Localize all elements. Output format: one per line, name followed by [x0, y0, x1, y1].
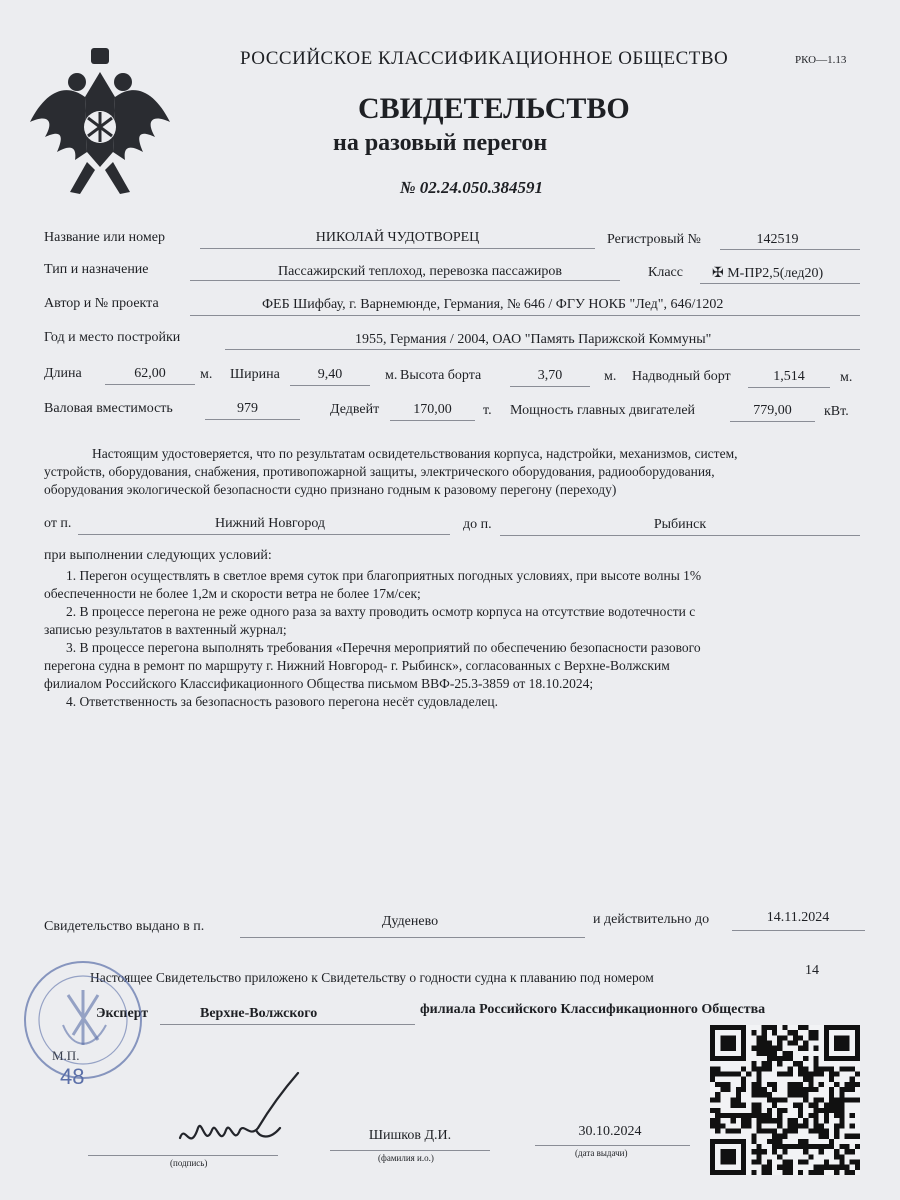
to-label: до п.	[463, 517, 492, 532]
type-label: Тип и назначение	[44, 262, 149, 277]
gross-value: 979	[237, 401, 258, 416]
attached-number: 14	[805, 963, 819, 978]
year-label: Год и место постройки	[44, 330, 181, 345]
attached-text: Настоящее Свидетельство приложено к Свидетельству о годности судна к плаванию под номером	[90, 970, 654, 985]
signature-icon	[160, 1068, 310, 1158]
name-caption: (фамилия и.о.)	[378, 1153, 434, 1163]
condition-4: 4. Ответственность за безопасность разового перегона несёт судовладелец.	[66, 694, 498, 709]
condition-3c: филиалом Российского Классификационного Общества письмом ВВФ-25.3-3859 от 18.10.2024;	[44, 676, 594, 691]
length-label: Длина	[44, 366, 82, 381]
height-value: 3,70	[537, 368, 563, 383]
qr-code-icon	[710, 1025, 860, 1175]
ship-type: Пассажирский теплоход, перевозка пассажиров	[277, 264, 562, 279]
doc-title: СВИДЕТЕЛЬСТВО	[358, 92, 630, 125]
deadweight-unit: т.	[483, 403, 492, 418]
class-label: Класс	[648, 265, 683, 280]
stamp-number: 48	[60, 1064, 85, 1089]
from-port: Нижний Новгород	[214, 516, 326, 531]
condition-1b: обеспеченности не более 1,2м и скорости ветра не более 17м/сек;	[44, 586, 421, 601]
cert-line-3: оборудования экологической безопасности судно признано годным к разовому перегону (переходу)	[44, 482, 617, 497]
deadweight-label: Дедвейт	[330, 402, 380, 417]
length-value: 62,00	[134, 366, 166, 381]
power-unit: кВт.	[824, 404, 849, 419]
eagle-emblem-icon	[25, 42, 175, 207]
mp-label: М.П.	[52, 1048, 80, 1063]
expert-name: Шишков Д.И.	[368, 1128, 452, 1143]
signature-caption: (подпись)	[170, 1158, 208, 1168]
height-label: Высота борта	[400, 368, 482, 383]
doc-subtitle: на разовый перегон	[333, 130, 548, 156]
freeboard-value: 1,514	[773, 369, 805, 384]
condition-2a: 2. В процессе перегона не реже одного раза за вахту проводить осмотр корпуса на отсутствие водотечности с	[66, 604, 696, 619]
to-port: Рыбинск	[653, 517, 707, 532]
issued-place: Дуденево	[381, 914, 439, 929]
condition-3a: 3. В процессе перегона выполнять требования «Перечня мероприятий по обеспечению безопасности разового	[66, 640, 701, 655]
conditions-intro: при выполнении следующих условий:	[44, 548, 272, 563]
author-project: ФЕБ Шифбау, г. Варнемюнде, Германия, № 646 / ФГУ НОКБ "Лед", 646/1202	[262, 297, 724, 312]
length-unit: м.	[200, 367, 213, 382]
valid-label: и действительно до	[593, 912, 710, 927]
ship-class: ✠ М-ПР2,5(лед20)	[712, 266, 824, 281]
freeboard-unit: м.	[840, 370, 853, 385]
valid-until: 14.11.2024	[766, 910, 830, 925]
width-value: 9,40	[317, 367, 343, 382]
height-unit: м.	[604, 369, 617, 384]
width-unit: м.	[385, 368, 398, 383]
deadweight-value: 170,00	[413, 402, 452, 417]
condition-3b: перегона судна в ремонт по маршруту г. Нижний Новгород- г. Рыбинск», согласованных с Верхне-Волжским	[44, 658, 670, 673]
condition-2b: записью результатов в вахтенный журнал;	[44, 622, 287, 637]
org-name: РОССИЙСКОЕ КЛАССИФИКАЦИОННОЕ ОБЩЕСТВО	[240, 48, 729, 69]
power-value: 779,00	[753, 403, 792, 418]
doc-number: № 02.24.050.384591	[400, 178, 544, 197]
cert-line-2: устройств, оборудования, снабжения, противопожарной защиты, электрического оборудования, радиооборудования,	[44, 464, 715, 479]
expert-label: Эксперт	[96, 1006, 149, 1021]
condition-1a: 1. Перегон осуществлять в светлое время суток при благоприятных погодных условиях, при высоте волны 1%	[66, 568, 702, 583]
freeboard-label: Надводный борт	[632, 369, 731, 384]
author-label: Автор и № проекта	[44, 296, 159, 311]
issued-label: Свидетельство выдано в п.	[44, 919, 205, 934]
from-label: от п.	[44, 516, 72, 531]
cert-line-1: Настоящим удостоверяется, что по результатам освидетельствования корпуса, надстройки, механизмов, систем,	[92, 446, 738, 461]
gross-label: Валовая вместимость	[44, 401, 173, 416]
date-caption: (дата выдачи)	[575, 1148, 628, 1158]
issue-date: 30.10.2024	[578, 1124, 642, 1139]
width-label: Ширина	[230, 367, 280, 382]
reg-number: 142519	[756, 232, 799, 247]
ship-name: НИКОЛАЙ ЧУДОТВОРЕЦ	[315, 230, 480, 245]
branch-text: филиала Российского Классификационного Общества	[420, 1002, 766, 1017]
form-code: РКО—1.13	[795, 54, 847, 66]
expert-branch: Верхне-Волжского	[200, 1006, 318, 1021]
year-place: 1955, Германия / 2004, ОАО "Память Парижской Коммуны"	[355, 332, 712, 347]
power-label: Мощность главных двигателей	[510, 403, 696, 418]
reg-label: Регистровый №	[607, 232, 701, 247]
name-label: Название или номер	[44, 230, 165, 245]
